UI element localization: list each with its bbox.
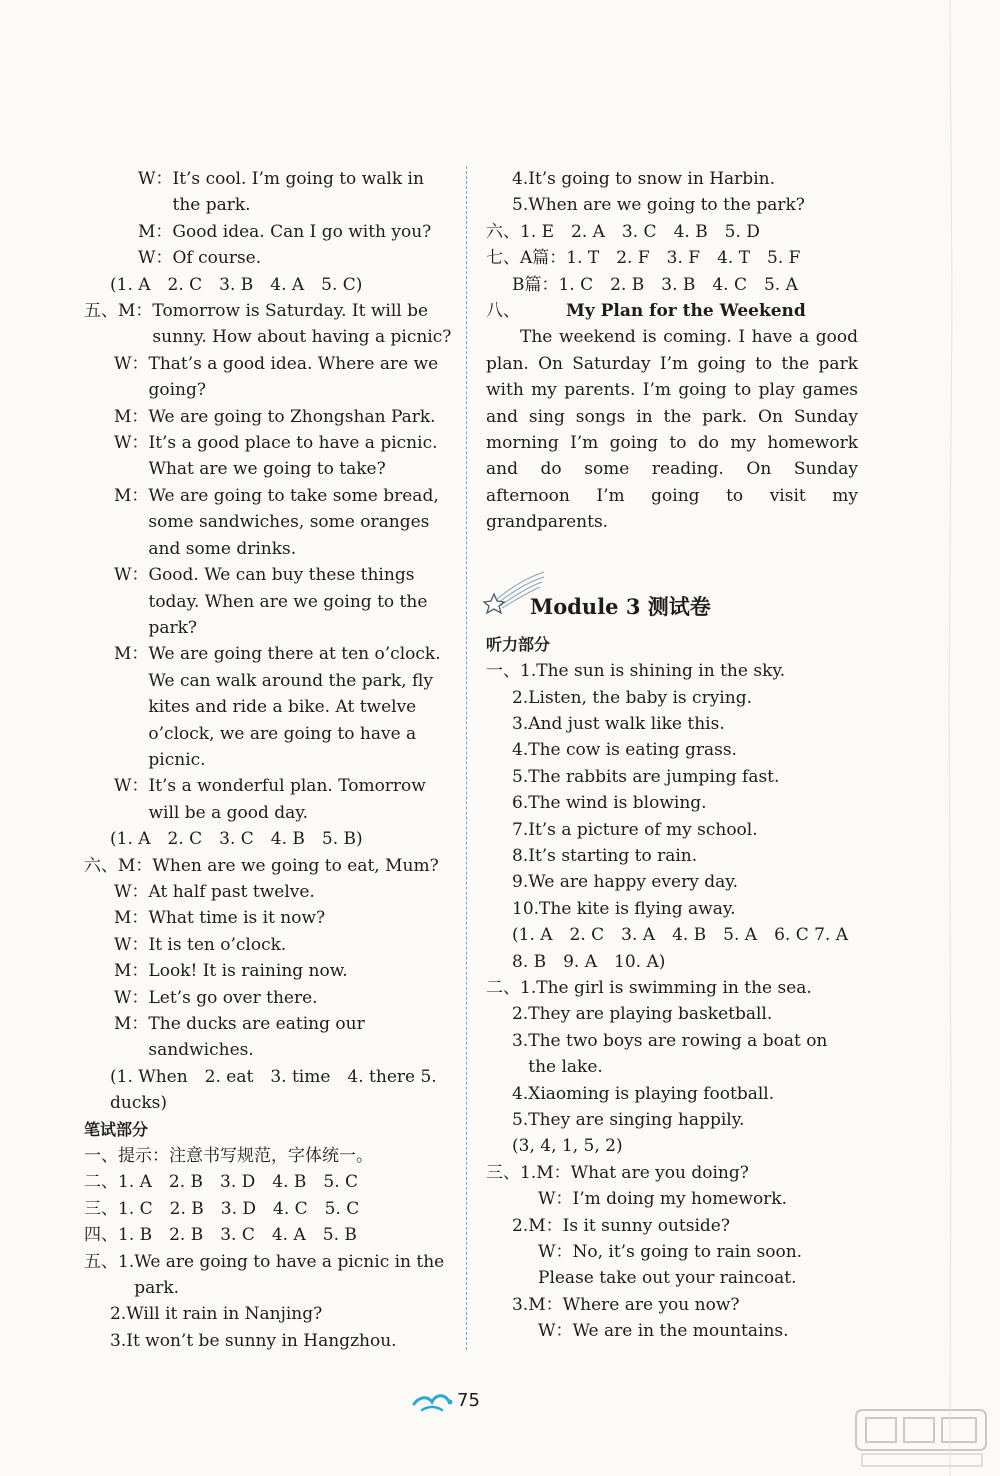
answer-line [84, 905, 456, 931]
line-text: The cow is eating grass. [528, 740, 737, 761]
speaker-or-item-label: M： [114, 485, 149, 506]
answer-line [486, 869, 858, 895]
question-number: 七、 [486, 248, 520, 269]
section-heading [486, 632, 858, 658]
watermark-logo [852, 1406, 992, 1470]
line-text: Good idea. Can I go with you? [172, 221, 432, 242]
line-text: Look! It is raining now. [148, 961, 348, 982]
speaker-or-item-label: B篇： [512, 274, 559, 295]
speaker-or-item-label: 5. [512, 766, 529, 787]
answer-line [486, 658, 858, 684]
answer-line [84, 1196, 456, 1222]
module-3-answers [486, 632, 866, 1345]
answer-line [486, 711, 858, 737]
line-text: It’s starting to rain. [528, 845, 698, 866]
answer-line [84, 1249, 456, 1302]
question-number: 六、 [486, 221, 520, 242]
line-text: Will it rain in Nanjing? [126, 1304, 323, 1325]
question-number: 二、 [486, 977, 520, 998]
speaker-or-item-label: M： [114, 961, 149, 982]
speaker-or-item-label: W： [138, 248, 173, 269]
line-text: We are going to have a picnic in the park. [134, 1251, 445, 1299]
line-text: 提示：注意书写规范，字体统一。 [118, 1146, 373, 1167]
line-text: The two boys are rowing a boat on the lake. [528, 1030, 828, 1078]
speaker-or-item-label: W： [114, 353, 149, 374]
answer-line [486, 1186, 858, 1212]
answer-line [84, 773, 456, 826]
line-text: W：I’m doing my homework. [538, 1189, 788, 1210]
answer-line [84, 562, 456, 641]
column-divider [466, 166, 467, 1350]
speaker-or-item-label: M： [114, 1014, 149, 1034]
speaker-or-item-label: M： [114, 406, 149, 427]
answer-line [84, 1169, 456, 1195]
answer-line [84, 166, 456, 219]
question-number: 四、 [84, 1225, 118, 1246]
speaker-or-item-label: 1. [118, 1251, 135, 1272]
line-text: The girl is swimming in the sea. [536, 977, 812, 998]
line-text: 1. T 2. F 3. F 4. T 5. F [566, 248, 801, 269]
line-text: (1. A 2. C 3. A 4. B 5. A 6. C 7. A 8. B 9. A 10. A) [512, 925, 866, 972]
line-text: 1. B 2. B 3. C 4. A 5. B [118, 1225, 357, 1246]
speaker-or-item-label: 1. [520, 661, 537, 682]
question-number: 三、 [84, 1198, 118, 1219]
question-number: 二、 [84, 1172, 118, 1193]
line-text: (1. When 2. eat 3. time 4. there 5. ducks) [110, 1066, 437, 1114]
answer-line [84, 1301, 456, 1327]
question-number: 五、 [84, 1251, 118, 1272]
answer-line [84, 272, 456, 298]
speaker-or-item-label: W： [114, 987, 149, 1008]
line-text: It is ten o’clock. [148, 934, 287, 955]
answer-line [84, 985, 456, 1011]
line-text: It’s a wonderful plan. Tomorrow will be a good day. [148, 776, 426, 823]
answer-line [84, 245, 456, 271]
line-text: When are we going to eat, Mum? [152, 855, 439, 876]
answer-line [84, 430, 456, 483]
speaker-or-item-label: M： [114, 908, 149, 929]
line-text: They are singing happily. [528, 1110, 745, 1130]
speaker-or-item-label: W： [138, 169, 173, 189]
line-text: 1. E 2. A 3. C 4. B 5. D [520, 221, 760, 242]
line-text: Tomorrow is Saturday. It will be sunny. How about having a picnic? [152, 301, 452, 348]
answer-line [84, 404, 456, 430]
answer-line [84, 219, 456, 245]
line-text: It’s going to snow in Harbin. [528, 169, 775, 189]
speaker-or-item-label: 6. [512, 793, 529, 814]
line-text: The sun is shining in the sky. [536, 661, 786, 682]
speaker-or-item-label: 3. [512, 1294, 529, 1315]
essay-body: The weekend is coming. I have a good plan. On Saturday I’m going to the park with my parents. I’m going to play games and sing songs in the park. On Sunday morning I’m going to do my homework and do some reading. On Sunday afternoon I’m going to visit my grandparents. [486, 327, 858, 533]
answer-line [486, 843, 858, 869]
speaker-or-item-label: 1. [520, 1162, 537, 1183]
line-text: When are we going to the park? [528, 195, 805, 216]
answer-line [486, 1292, 858, 1318]
line-text: They are playing basketball. [528, 1004, 773, 1025]
answer-line [84, 826, 456, 852]
line-text: 1. C 2. B 3. D 4. C 5. C [118, 1198, 360, 1219]
question-number: 一、 [84, 1146, 118, 1167]
answer-line [84, 879, 456, 905]
line-text: Xiaoming is playing football. [528, 1083, 775, 1104]
section-heading [84, 1117, 456, 1143]
speaker-or-item-label: 9. [512, 872, 529, 893]
line-text: At half past twelve. [148, 881, 315, 902]
speaker-or-item-label: W： [114, 776, 149, 797]
section-title: 笔试部分 [84, 1119, 149, 1139]
speaker-or-item-label: M： [118, 855, 153, 876]
answer-line [84, 1222, 456, 1248]
answer-line [486, 245, 858, 271]
speaker-or-item-label: 4. [512, 740, 529, 761]
speaker-or-item-label: 7. [512, 819, 529, 840]
speaker-or-item-label: A篇： [520, 248, 567, 269]
answer-line [486, 1160, 858, 1186]
answer-line [486, 790, 858, 816]
right-column-answers [486, 166, 858, 298]
line-text: 1. C 2. B 3. B 4. C 5. A [558, 274, 798, 295]
answer-line [486, 166, 858, 192]
speaker-or-item-label: 2. [512, 1215, 529, 1236]
speaker-or-item-label: 3. [110, 1330, 127, 1351]
line-text: The wind is blowing. [528, 793, 707, 814]
section-title: 听力部分 [486, 634, 551, 654]
answer-line [486, 219, 858, 245]
answer-line [84, 298, 456, 351]
answer-line [84, 483, 456, 562]
essay-heading [486, 298, 858, 324]
answer-line [84, 1064, 456, 1117]
line-text: W：We are in the mountains. [538, 1321, 789, 1342]
line-text: The kite is flying away. [539, 898, 736, 919]
answer-line [84, 351, 456, 404]
line-text: What time is it now? [148, 908, 326, 929]
answer-line [486, 1028, 858, 1081]
line-text: It’s a picture of my school. [528, 819, 758, 840]
line-text: It won’t be sunny in Hangzhou. [126, 1330, 397, 1351]
line-text: M：Where are you now? [528, 1294, 740, 1315]
line-text: We are going there at ten o’clock. We can walk around the park, fly kites and ride a bike. At twelve o’clock, we are going to have a picnic. [148, 644, 441, 770]
line-text: Listen, the baby is crying. [528, 687, 752, 708]
page-number: 75 [457, 1390, 480, 1411]
line-text: W：No, it’s going to rain soon. Please take out your raincoat. [538, 1242, 803, 1289]
answer-line [486, 272, 858, 298]
speaker-or-item-label: W： [114, 934, 149, 955]
speaker-or-item-label: M： [118, 301, 153, 322]
module-title-row [486, 588, 858, 628]
answer-line [486, 817, 858, 843]
speaker-or-item-label: 2. [512, 687, 529, 708]
question-number: 五、 [84, 301, 118, 322]
speaker-or-item-label: 4. [512, 169, 529, 189]
answer-line [486, 1107, 858, 1133]
answer-line [486, 922, 866, 975]
question-number: 六、 [84, 855, 118, 876]
question-number: 一、 [486, 661, 520, 682]
line-text: Good. We can buy these things today. When are we going to the park? [148, 565, 428, 638]
speaker-or-item-label: M： [114, 644, 149, 665]
line-text: The ducks are eating our sandwiches. [148, 1014, 365, 1061]
answer-line [486, 1318, 858, 1344]
module-title: Module 3 测试卷 [530, 594, 711, 620]
speaker-or-item-label: 5. [512, 195, 529, 216]
question-number: 三、 [486, 1162, 520, 1183]
speaker-or-item-label: 1. [520, 977, 537, 998]
speaker-or-item-label: W： [114, 433, 149, 454]
essay-title: My Plan for the Weekend [566, 301, 806, 322]
line-text: And just walk like this. [528, 713, 725, 734]
right-column [486, 166, 866, 1345]
line-text: M：Is it sunny outside? [528, 1215, 730, 1236]
line-text: (1. A 2. C 3. C 4. B 5. B) [110, 829, 363, 850]
speaker-or-item-label: W： [114, 881, 149, 902]
answer-line [486, 1133, 858, 1159]
line-text: We are happy every day. [528, 872, 738, 893]
left-column [84, 166, 456, 1354]
line-text: Let’s go over there. [148, 987, 318, 1008]
answer-line [84, 1011, 456, 1064]
speaker-or-item-label: M： [138, 221, 173, 242]
answer-line [84, 1328, 456, 1354]
answer-line [84, 932, 456, 958]
line-text: We are going to Zhongshan Park. [148, 406, 436, 427]
speaker-or-item-label: 8. [512, 845, 529, 866]
line-text: (3, 4, 1, 5, 2) [512, 1136, 623, 1157]
answer-line [84, 958, 456, 984]
answer-line [486, 1239, 858, 1292]
answer-line [486, 192, 858, 218]
essay-label: 八、 [486, 301, 520, 322]
speaker-or-item-label: 10. [512, 898, 540, 919]
page-footer [0, 1384, 1000, 1424]
speaker-or-item-label: 2. [512, 1004, 529, 1025]
answer-line [486, 1081, 858, 1107]
page-edge-texture [940, 0, 960, 1476]
line-text: (1. A 2. C 3. B 4. A 5. C) [110, 274, 363, 295]
speaker-or-item-label: W： [114, 565, 149, 586]
line-text: Of course. [172, 248, 262, 269]
speaker-or-item-label: 2. [110, 1304, 127, 1325]
line-text: It’s cool. I’m going to walk in the park. [172, 169, 424, 216]
line-text: M：What are you doing? [536, 1162, 749, 1183]
answer-line [84, 641, 456, 773]
answer-line [486, 737, 858, 763]
answer-line [486, 685, 858, 711]
line-text: 1. A 2. B 3. D 4. B 5. C [118, 1172, 359, 1193]
speaker-or-item-label: 4. [512, 1083, 529, 1104]
speaker-or-item-label: 5. [512, 1110, 529, 1130]
shooting-star-icon [482, 570, 546, 614]
answer-line [486, 896, 858, 922]
answer-line [486, 1213, 858, 1239]
speaker-or-item-label: 3. [512, 1030, 529, 1051]
line-text: That’s a good idea. Where are we going? [148, 353, 439, 401]
answer-line [486, 975, 858, 1001]
line-text: It’s a good place to have a picnic. What are we going to take? [148, 433, 438, 480]
bird-decoration-icon [412, 1390, 458, 1416]
line-text: The rabbits are jumping fast. [528, 766, 780, 787]
answer-line [84, 853, 456, 879]
answer-line [486, 764, 858, 790]
answer-line [84, 1143, 456, 1169]
speaker-or-item-label: 3. [512, 713, 529, 734]
line-text: We are going to take some bread, some sandwiches, some oranges and some drinks. [148, 485, 439, 559]
answer-line [486, 1001, 858, 1027]
